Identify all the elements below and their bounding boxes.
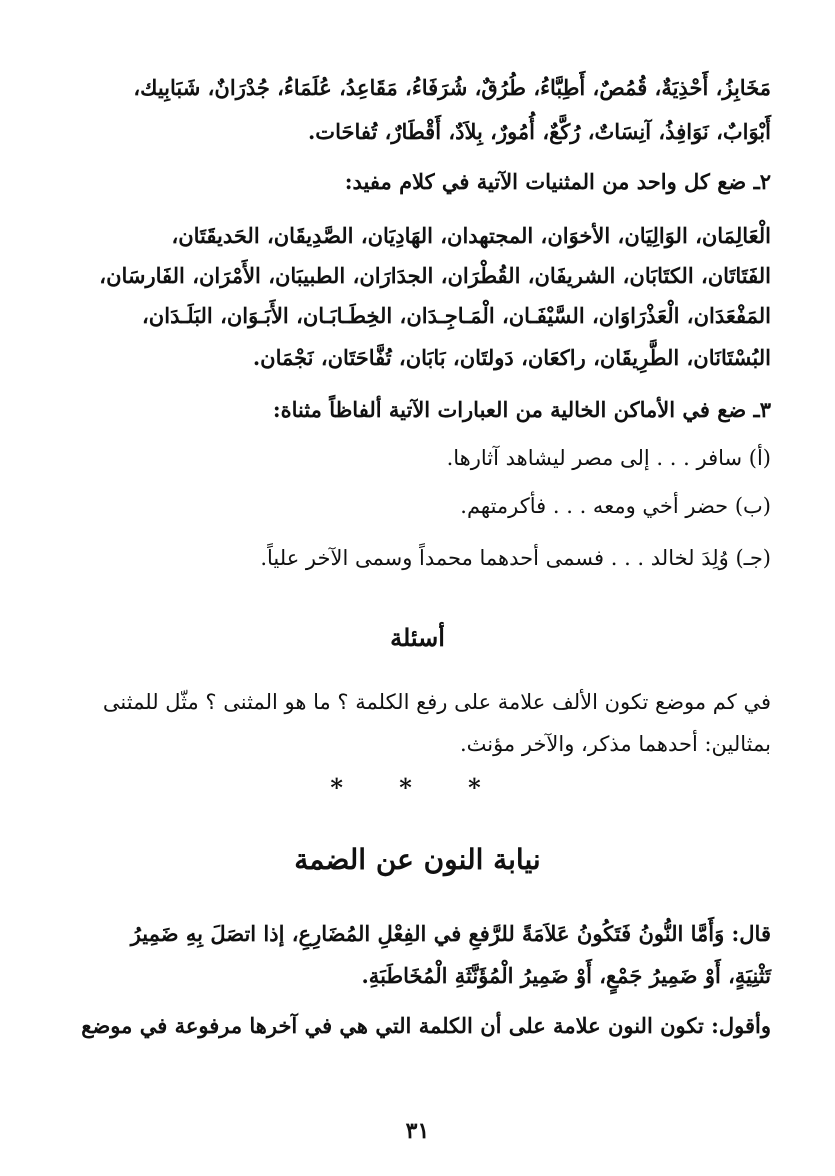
separator: * * * bbox=[330, 773, 505, 802]
quoted-text: قال: وَأَمَّا النُّونُ فَتَكُونُ عَلاَمَةً للرَّفعِ في الفِعْلِ المُضَارِعِ، إذا اتصَلَ بِهِ ضَمِيرُ bbox=[130, 921, 771, 946]
fill-in-line: (ب) حضر أخي ومعه . . . فأكرمتهم. bbox=[460, 494, 771, 518]
exercise-heading: ٢ـ ضع كل واحد من المثنيات الآتية في كلام مفيد: bbox=[344, 169, 771, 194]
list-item: البُسْتَانَان، الطَّرِيقَان، راكعَان، دَولتَان، بَابَان، تُفَّاحَتَان، نَجْمَان. bbox=[252, 345, 771, 370]
page-number: ٣١ bbox=[405, 1118, 430, 1144]
paragraph-line: بمثالين: أحدهما مذكر، والآخر مؤنث. bbox=[459, 732, 771, 756]
main-heading: نيابة النون عن الضمة bbox=[294, 843, 541, 876]
list-item: المَفْعَدَان، الْعَذْرَاوَان، السَّيْفَـان، الْمَـاجِـدَان، الخِطَـابَـان، الأَبَـوَان، البَلَـدَان، bbox=[142, 303, 771, 328]
quoted-text: تَثْنِيَةٍ، أَوْ ضَمِيرُ جَمْعٍ، أَوْ ضَمِيرُ الْمُؤَنَّثَةِ الْمُخَاطَبَةِ. bbox=[361, 963, 771, 988]
list-item: الْعَالِمَان، الوَالِيَان، الأخوَان، المجتهدان، الهَادِيَان، الصَّدِيقَان، الحَديقَتَان، bbox=[171, 223, 771, 248]
list-item: مَخَابِزُ، أَحْذِيَةٌ، قُمُصٌ، أَطِبَّاءُ، طُرُقٌ، شُرَفَاءُ، مَقَاعِدُ، عُلَمَاءُ، جُدْرَانٌ، شَبَابِيك، bbox=[133, 75, 771, 100]
section-heading: أسئلة bbox=[390, 623, 445, 652]
exercise-heading: ٣ـ ضع في الأماكن الخالية من العبارات الآتية ألفاظاً مثناة: bbox=[272, 397, 771, 422]
paragraph-line: في كم موضع تكون الألف علامة على رفع الكلمة ؟ ما هو المثنى ؟ مثّل للمثنى bbox=[102, 690, 771, 714]
list-item: أَبْوَابٌ، نَوَافِذُ، آنِسَاتٌ، رُكَّعٌ، أُمُورٌ، بِلاَدٌ، أَقْطَارٌ، تُفاحَات. bbox=[307, 119, 771, 144]
fill-in-line: (أ) سافر . . . إلى مصر ليشاهد آثارها. bbox=[446, 446, 771, 470]
fill-in-line: (جـ) وُلِدَ لخالد . . . فسمى أحدهما محمداً وسمى الآخر علياً. bbox=[260, 546, 771, 570]
paragraph-line: وأقول: تكون النون علامة على أن الكلمة التي هي في آخرها مرفوعة في موضع bbox=[81, 1013, 771, 1038]
list-item: الفَتَاتَان، الكتَابَان، الشريفَان، القُطْرَان، الجدَارَان، الطبيبَان، الأَمْرَان، الفَارسَان، bbox=[99, 263, 771, 288]
